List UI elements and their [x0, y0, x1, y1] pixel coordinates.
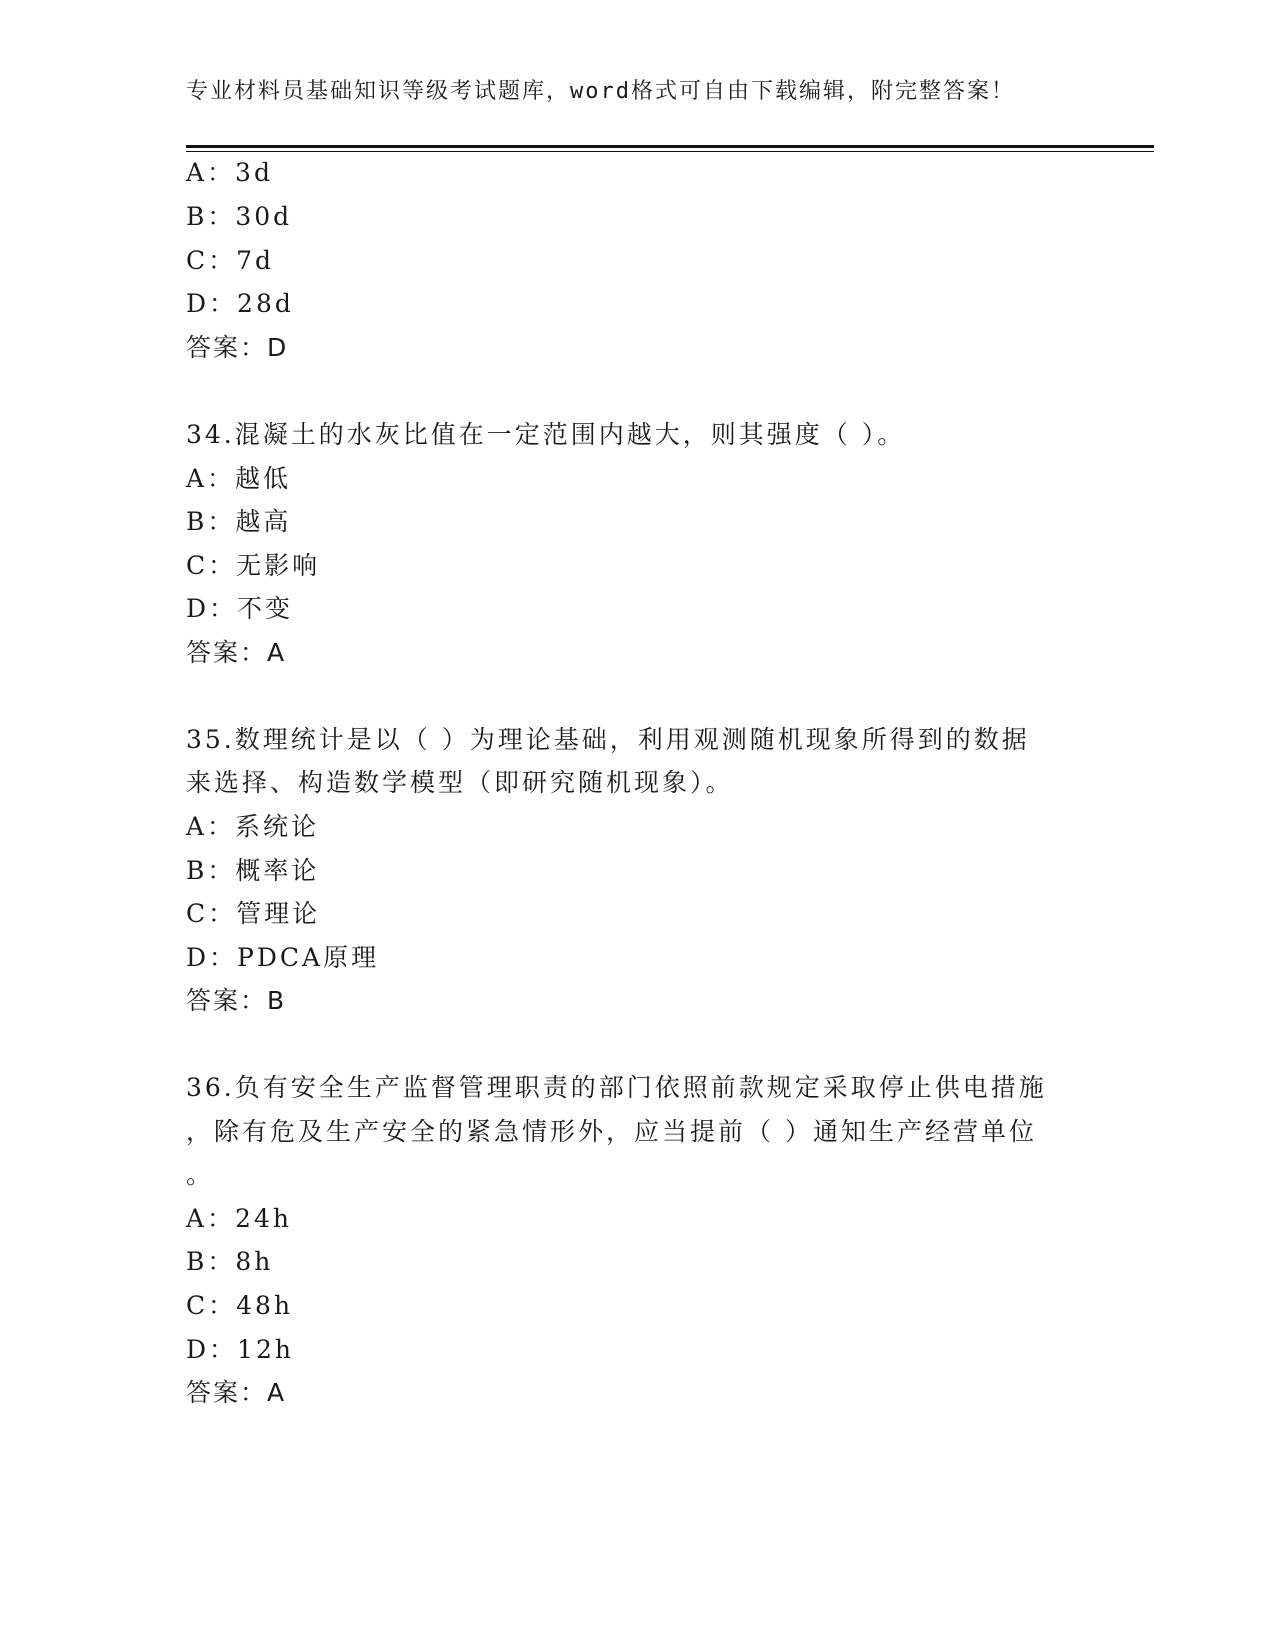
question-35-option-c: C：管理论: [186, 899, 321, 928]
question-35-text-line-1: 35.数理统计是以（ ）为理论基础，利用观测随机现象所得到的数据: [186, 725, 1030, 754]
option-b: B：30d: [186, 202, 293, 231]
header-divider-thin: [186, 151, 1154, 152]
question-35-option-d: D：PDCA原理: [186, 943, 380, 972]
question-34-option-a: A：越低: [186, 464, 292, 493]
question-36-text-line-3: 。: [186, 1160, 215, 1189]
question-36-option-d: D：12h: [186, 1335, 294, 1364]
question-36-text-line-2: ，除有危及生产安全的紧急情形外，应当提前（ ）通知生产经营单位: [186, 1117, 1037, 1146]
option-d: D：28d: [186, 289, 294, 318]
question-34-option-c: C：无影响: [186, 551, 321, 580]
question-36-text-line-1: 36.负有安全生产监督管理职责的部门依照前款规定采取停止供电措施: [186, 1073, 1047, 1102]
page-header: 专业材料员基础知识等级考试题库，word格式可自由下载编辑，附完整答案！: [186, 79, 1015, 104]
question-34-option-d: D：不变: [186, 594, 294, 623]
question-35-option-a: A：系统论: [186, 812, 320, 841]
question-35-answer: 答案：B: [186, 986, 287, 1015]
header-divider: [186, 145, 1154, 148]
question-36-option-c: C：48h: [186, 1291, 294, 1320]
question-34-text: 34.混凝土的水灰比值在一定范围内越大，则其强度（ ）。: [186, 420, 906, 449]
question-36-option-a: A：24h: [186, 1204, 292, 1233]
option-c: C：7d: [186, 246, 275, 275]
question-36-option-b: B：8h: [186, 1247, 274, 1276]
question-35-option-b: B：概率论: [186, 856, 320, 885]
question-35-text-line-2: 来选择、构造数学模型（即研究随机现象）。: [186, 768, 734, 797]
question-34-answer: 答案：A: [186, 638, 287, 667]
question-36-answer: 答案：A: [186, 1378, 287, 1407]
option-a: A：3d: [186, 158, 273, 187]
answer: 答案：D: [186, 333, 289, 362]
question-34-option-b: B：越高: [186, 507, 292, 536]
